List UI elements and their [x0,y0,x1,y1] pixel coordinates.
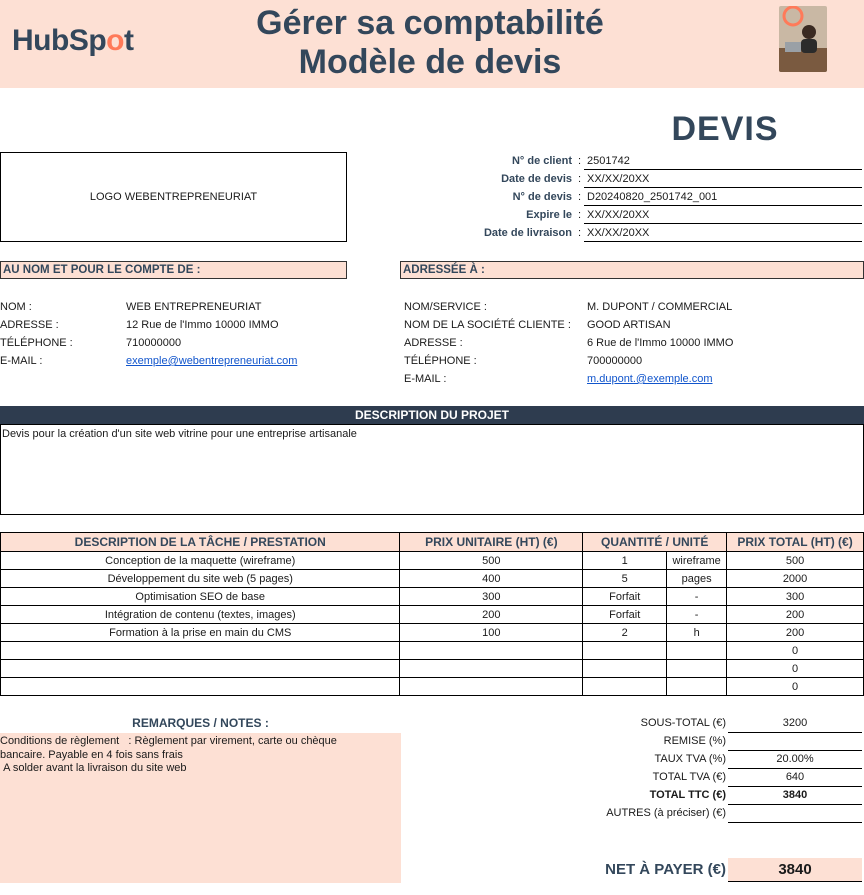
cell-total[interactable]: 200 [727,606,864,624]
table-row [1,570,864,588]
cell-unit[interactable]: - [667,606,727,624]
project-description[interactable]: Devis pour la création d'un site web vitrine pour une entreprise artisanale [0,424,864,515]
net-to-pay-value[interactable]: 3840 [728,858,862,882]
cell-quantity[interactable] [583,642,667,660]
project-heading: DESCRIPTION DU PROJET [0,406,864,424]
cell-quantity[interactable] [583,660,667,678]
notes-title: REMARQUES / NOTES : [132,716,269,730]
client-number-field[interactable]: 2501742 [584,155,862,170]
recipient-name-label: NOM/SERVICE : [404,301,487,313]
sender-phone-label: TÉLÉPHONE : [0,337,73,349]
cell-unit-price[interactable]: 500 [400,552,583,570]
col-quantity: QUANTITÉ / UNITÉ [583,533,727,552]
cell-total[interactable]: 500 [727,552,864,570]
table-row [1,606,864,624]
discount-value[interactable] [728,735,862,751]
cell-unit[interactable] [667,678,727,696]
cell-quantity[interactable]: 5 [583,570,667,588]
recipient-phone-value: 700000000 [587,355,643,367]
meta-delivery-date: Date de livraison : XX/XX/20XX [0,227,864,245]
cell-total[interactable]: 0 [727,678,864,696]
cell-unit[interactable]: wireframe [667,552,727,570]
col-total: PRIX TOTAL (HT) (€) [727,533,864,552]
cell-unit[interactable]: - [667,588,727,606]
col-unit-price: PRIX UNITAIRE (HT) (€) [400,533,583,552]
cell-unit[interactable] [667,660,727,678]
title-line-2: Modèle de devis [298,43,562,81]
cell-description[interactable] [1,678,400,696]
table-row [1,642,864,660]
vat-rate-row: TAUX TVA (%) 20.00% [0,753,864,771]
recipient-email-label: E-MAIL : [404,373,447,385]
cell-total[interactable]: 0 [727,660,864,678]
cell-total[interactable]: 0 [727,642,864,660]
meta-client-number: N° de client : 2501742 [0,155,864,173]
cell-unit[interactable]: h [667,624,727,642]
table-row [1,660,864,678]
col-description: DESCRIPTION DE LA TÂCHE / PRESTATION [1,533,400,552]
table-row [1,552,864,570]
cell-description[interactable]: Conception de la maquette (wireframe) [1,552,400,570]
items-table [0,532,864,696]
table-header-row [1,533,864,552]
recipient-name-value: M. DUPONT / COMMERCIAL [587,301,733,313]
table-row [1,588,864,606]
expiry-date-field[interactable]: XX/XX/20XX [584,209,862,224]
table-row [1,678,864,696]
cell-total[interactable]: 300 [727,588,864,606]
recipient-company-value: GOOD ARTISAN [587,319,671,331]
quote-number-field[interactable]: D20240820_2501742_001 [584,191,862,206]
sender-name-value: WEB ENTREPRENEURIAT [126,301,262,313]
recipient-phone-label: TÉLÉPHONE : [404,355,477,367]
sender-address-label: ADRESSE : [0,319,59,331]
company-logo-placeholder: LOGO WEBENTREPRENEURIAT [0,152,347,242]
meta-quote-number: N° de devis : D20240820_2501742_001 [0,191,864,209]
author-photo [779,6,827,72]
cell-total[interactable]: 2000 [727,570,864,588]
meta-expiry: Expire le : XX/XX/20XX [0,209,864,227]
quote-date-field[interactable]: XX/XX/20XX [584,173,862,188]
sender-heading: AU NOM ET POUR LE COMPTE DE : [0,261,347,279]
cell-description[interactable] [1,660,400,678]
subtotal-value[interactable]: 3200 [728,717,862,733]
recipient-heading: ADRESSÉE À : [400,261,864,279]
sender-name-label: NOM : [0,301,32,313]
sender-address-value: 12 Rue de l'Immo 10000 IMMO [126,319,279,331]
cell-description[interactable] [1,642,400,660]
net-to-pay-label: NET À PAYER (€) [605,861,726,878]
cell-unit-price[interactable]: 100 [400,624,583,642]
sender-email-link[interactable]: exemple@webentrepreneuriat.com [126,355,298,367]
cell-unit-price[interactable] [400,642,583,660]
cell-quantity[interactable] [583,678,667,696]
total-ttc-row: TOTAL TTC (€) 3840 [0,789,864,807]
sender-email-label: E-MAIL : [0,355,43,367]
sender-phone-value: 710000000 [126,337,182,349]
cell-unit[interactable]: pages [667,570,727,588]
recipient-email-link[interactable]: m.dupont.@exemple.com [587,373,713,385]
meta-quote-date: Date de devis : XX/XX/20XX [0,173,864,191]
table-row [1,624,864,642]
cell-quantity[interactable]: 2 [583,624,667,642]
cell-total[interactable]: 200 [727,624,864,642]
subtotal-row: SOUS-TOTAL (€) 3200 [0,717,864,735]
cell-description[interactable]: Optimisation SEO de base [1,588,400,606]
hubspot-logo[interactable]: HubSpot [12,24,134,57]
discount-row: REMISE (%) [0,735,864,753]
cell-description[interactable]: Intégration de contenu (textes, images) [1,606,400,624]
recipient-company-label: NOM DE LA SOCIÉTÉ CLIENTE : [404,319,571,331]
cell-quantity[interactable]: Forfait [583,588,667,606]
vat-rate-value[interactable]: 20.00% [728,753,862,769]
delivery-date-field[interactable]: XX/XX/20XX [584,227,862,242]
cell-unit-price[interactable] [400,660,583,678]
other-row: AUTRES (à préciser) (€) [0,807,864,825]
cell-quantity[interactable]: Forfait [583,606,667,624]
cell-unit-price[interactable]: 300 [400,588,583,606]
cell-unit-price[interactable]: 200 [400,606,583,624]
notes-text[interactable]: Conditions de règlement : Règlement par virement, carte ou chèque bancaire. Payable en 4 fois sans frais A solder avant la livraison du site web [0,735,337,774]
vat-total-value[interactable]: 640 [728,771,862,787]
vat-total-row: TOTAL TVA (€) 640 [0,771,864,789]
title-line-1: Gérer sa comptabilité [256,4,604,42]
other-value[interactable] [728,807,862,823]
cell-unit-price[interactable] [400,678,583,696]
recipient-address-label: ADRESSE : [404,337,463,349]
document-title: DEVIS [671,110,779,148]
cell-quantity[interactable]: 1 [583,552,667,570]
recipient-address-value: 6 Rue de l'Immo 10000 IMMO [587,337,734,349]
page-title [180,4,680,82]
cell-unit-price[interactable]: 400 [400,570,583,588]
cell-description[interactable]: Développement du site web (5 pages) [1,570,400,588]
cell-unit[interactable] [667,642,727,660]
total-ttc-value[interactable]: 3840 [728,789,862,805]
cell-description[interactable]: Formation à la prise en main du CMS [1,624,400,642]
